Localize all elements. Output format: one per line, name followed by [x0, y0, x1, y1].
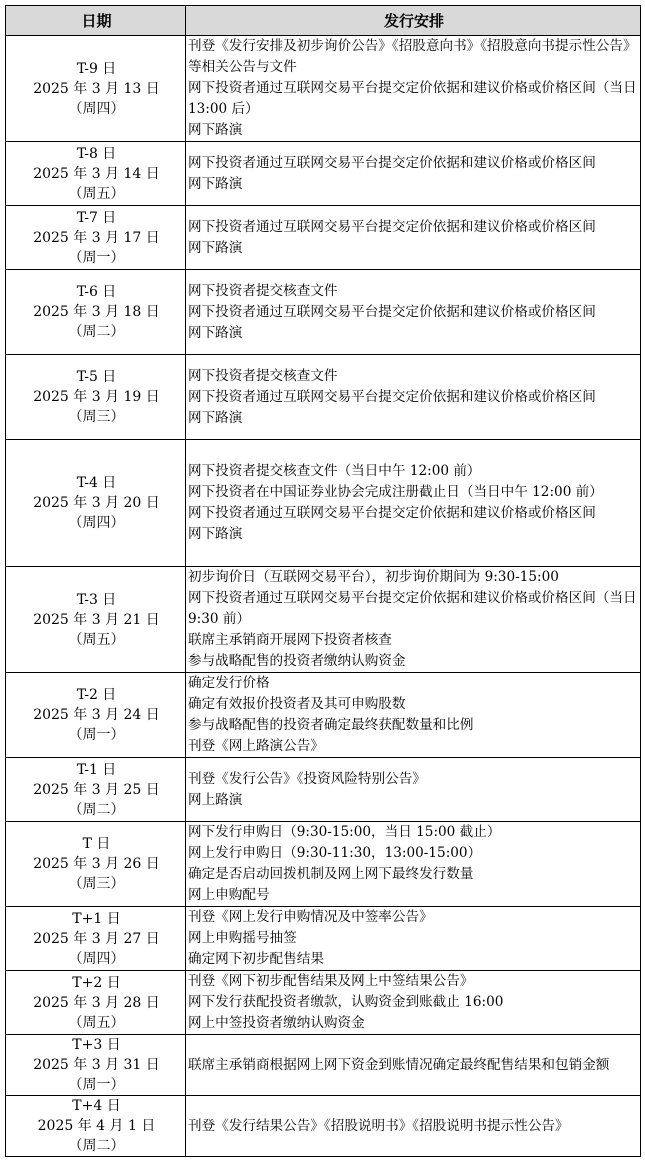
arrangement-item: 网下投资者通过互联网交易平台提交定价依据和建议价格或价格区间（当日 13:00 后）: [188, 80, 637, 117]
arrangement-item: 网下投资者提交核查文件: [188, 367, 338, 384]
arrangement-item: 网下投资者提交核查文件: [188, 282, 338, 299]
arrangement-item: 网下发行获配投资者缴款，认购资金到账截止 16:00: [188, 994, 504, 1010]
arrangement-cell: [186, 355, 641, 440]
arrangement-item: 参与战略配售的投资者确定最终获配数量和比例: [188, 717, 474, 733]
arrangement-item: 网下路演: [188, 122, 243, 138]
weekday-label: （周五）: [68, 185, 125, 202]
weekday-label: （周五）: [68, 631, 125, 648]
arrangement-item: 确定网下初步配售结果: [188, 951, 324, 967]
day-label: T+1 日: [72, 910, 121, 927]
date-cell: [6, 355, 186, 440]
arrangement-item: 参与战略配售的投资者缴纳认购资金: [188, 653, 406, 669]
arrangement-item: 网下路演: [188, 526, 243, 542]
calendar-date: 2025 年 3 月 21 日: [33, 611, 160, 628]
weekday-label: （周二）: [68, 801, 125, 818]
weekday-label: （周四）: [68, 100, 125, 117]
calendar-date: 2025 年 3 月 20 日: [33, 495, 160, 511]
table-row: [6, 440, 641, 567]
arrangement-cell: [186, 1035, 641, 1096]
day-label: T-1 日: [76, 761, 117, 778]
table-row: [6, 36, 641, 142]
date-cell: [6, 440, 186, 567]
arrangement-cell: [186, 440, 641, 567]
calendar-date: 2025 年 3 月 26 日: [33, 856, 160, 872]
arrangement-item: 网下投资者通过互联网交易平台提交定价依据和建议价格或价格区间: [188, 505, 596, 521]
weekday-label: （周一）: [68, 727, 125, 743]
table-row: [6, 758, 641, 822]
calendar-date: 2025 年 3 月 28 日: [33, 994, 160, 1011]
arrangement-item: 联席主承销商根据网上网下资金到账情况确定最终配售结果和包销金额: [188, 1056, 610, 1073]
date-cell: [6, 673, 186, 758]
arrangement-item: 初步询价日（互联网交易平台），初步询价期间为 9:30-15:00: [188, 569, 559, 585]
calendar-date: 2025 年 3 月 14 日: [33, 165, 160, 182]
weekday-label: （周三）: [68, 876, 125, 892]
date-cell: [6, 142, 186, 206]
arrangement-cell: [186, 758, 641, 822]
arrangement-item: 网上发行申购日（9:30-11:30，13:00-15:00）: [188, 845, 482, 861]
arrangement-item: 刊登《网下初步配售结果及网上中签结果公告》: [188, 973, 474, 989]
table-row: [6, 1096, 641, 1157]
arrangement-item: 网下投资者通过互联网交易平台提交定价依据和建议价格或价格区间: [188, 218, 596, 235]
arrangement-item: 网下投资者通过互联网交易平台提交定价依据和建议价格或价格区间: [188, 388, 596, 405]
date-cell: [6, 36, 186, 142]
table-row: [6, 673, 641, 758]
weekday-label: （周四）: [68, 515, 125, 531]
weekday-label: （周二）: [68, 1138, 125, 1154]
arrangement-item: 网下投资者通过互联网交易平台提交定价依据和建议价格或价格区间（当日 9:30 前）: [188, 590, 637, 627]
calendar-date: 2025 年 3 月 25 日: [33, 781, 160, 798]
date-cell: [6, 206, 186, 270]
arrangement-cell: [186, 36, 641, 142]
arrangement-item: 网下发行申购日（9:30-15:00，当日 15:00 截止）: [188, 824, 501, 840]
day-label: T-8 日: [76, 145, 117, 162]
header-date: 日期: [6, 6, 186, 36]
day-label: T+2 日: [72, 974, 121, 991]
table-row: [6, 822, 641, 907]
table-row: [6, 1035, 641, 1096]
arrangement-item: 确定有效报价投资者及其可申购股数: [188, 696, 406, 712]
arrangement-item: 网下投资者通过互联网交易平台提交定价依据和建议价格或价格区间: [188, 154, 596, 171]
weekday-label: （周五）: [68, 1014, 125, 1031]
table-row: [6, 907, 641, 971]
calendar-date: 2025 年 3 月 18 日: [33, 304, 160, 320]
day-label: T-7 日: [76, 209, 117, 226]
arrangement-cell: [186, 1096, 641, 1157]
arrangement-item: 网上中签投资者缴纳认购资金: [188, 1015, 365, 1031]
arrangement-cell: [186, 567, 641, 673]
date-cell: [6, 822, 186, 907]
weekday-label: （周四）: [68, 950, 125, 967]
day-label: T-6 日: [76, 284, 117, 300]
weekday-label: （周一）: [68, 249, 125, 266]
calendar-date: 2025 年 3 月 27 日: [33, 930, 160, 947]
calendar-date: 2025 年 3 月 13 日: [33, 80, 160, 97]
date-cell: [6, 270, 186, 355]
header-arrangement: 发行安排: [186, 6, 641, 36]
calendar-date: 2025 年 4 月 1 日: [37, 1118, 156, 1134]
day-label: T-9 日: [76, 60, 117, 77]
arrangement-item: 网上路演: [188, 791, 243, 808]
date-cell: [6, 971, 186, 1035]
arrangement-item: 确定发行价格: [188, 675, 270, 691]
header-row: [6, 6, 641, 36]
arrangement-item: 刊登《发行结果公告》《招股说明书》《招股说明书提示性公告》: [188, 1117, 569, 1134]
arrangement-cell: [186, 907, 641, 971]
table-row: [6, 567, 641, 673]
arrangement-item: 网下路演: [188, 324, 243, 341]
table-row: [6, 142, 641, 206]
arrangement-item: 网下路演: [188, 409, 243, 426]
arrangement-item: 网上申购摇号抽签: [188, 930, 297, 946]
calendar-date: 2025 年 3 月 24 日: [33, 707, 160, 723]
arrangement-item: 网下路演: [188, 239, 243, 256]
day-label: T-4 日: [76, 475, 117, 491]
day-label: T+4 日: [72, 1098, 121, 1114]
arrangement-item: 网上申购配号: [188, 887, 270, 903]
weekday-label: （周一）: [68, 1077, 125, 1093]
arrangement-item: 网下投资者在中国证券业协会完成注册截止日（当日中午 12:00 前）: [188, 484, 603, 500]
arrangement-cell: [186, 206, 641, 270]
arrangement-item: 刊登《网上路演公告》: [188, 738, 324, 754]
arrangement-item: 确定是否启动回拨机制及网上网下最终发行数量: [188, 866, 474, 882]
date-cell: [6, 1035, 186, 1096]
table-row: [6, 206, 641, 270]
arrangement-item: 网下投资者通过互联网交易平台提交定价依据和建议价格或价格区间: [188, 303, 596, 320]
date-cell: [6, 758, 186, 822]
arrangement-cell: [186, 270, 641, 355]
arrangement-cell: [186, 673, 641, 758]
day-label: T-5 日: [76, 369, 117, 385]
arrangement-cell: [186, 822, 641, 907]
arrangement-cell: [186, 971, 641, 1035]
calendar-date: 2025 年 3 月 17 日: [33, 229, 160, 246]
arrangement-item: 刊登《网上发行申购情况及中签率公告》: [188, 909, 433, 925]
arrangement-item: 网下路演: [188, 175, 243, 192]
table-row: [6, 971, 641, 1035]
arrangement-cell: [186, 142, 641, 206]
arrangement-item: 网下投资者提交核查文件（当日中午 12:00 前）: [188, 463, 481, 479]
date-cell: [6, 1096, 186, 1157]
arrangement-item: 刊登《发行公告》《投资风险特别公告》: [188, 770, 426, 787]
table-row: [6, 270, 641, 355]
weekday-label: （周二）: [68, 324, 125, 340]
day-label: T+3 日: [72, 1037, 121, 1053]
schedule-body: [6, 36, 641, 1157]
day-label: T-2 日: [76, 687, 117, 703]
weekday-label: （周三）: [68, 409, 125, 425]
date-cell: [6, 567, 186, 673]
day-label: T 日: [82, 836, 111, 852]
calendar-date: 2025 年 3 月 19 日: [33, 389, 160, 405]
calendar-date: 2025 年 3 月 31 日: [33, 1057, 160, 1073]
date-cell: [6, 907, 186, 971]
table-row: [6, 355, 641, 440]
day-label: T-3 日: [76, 591, 117, 608]
arrangement-item: 刊登《发行安排及初步询价公告》《招股意向书》《招股意向书提示性公告》等相关公告与文件: [188, 38, 637, 75]
issuance-schedule-table: [5, 5, 641, 1157]
arrangement-item: 联席主承销商开展网下投资者核查: [188, 632, 392, 648]
